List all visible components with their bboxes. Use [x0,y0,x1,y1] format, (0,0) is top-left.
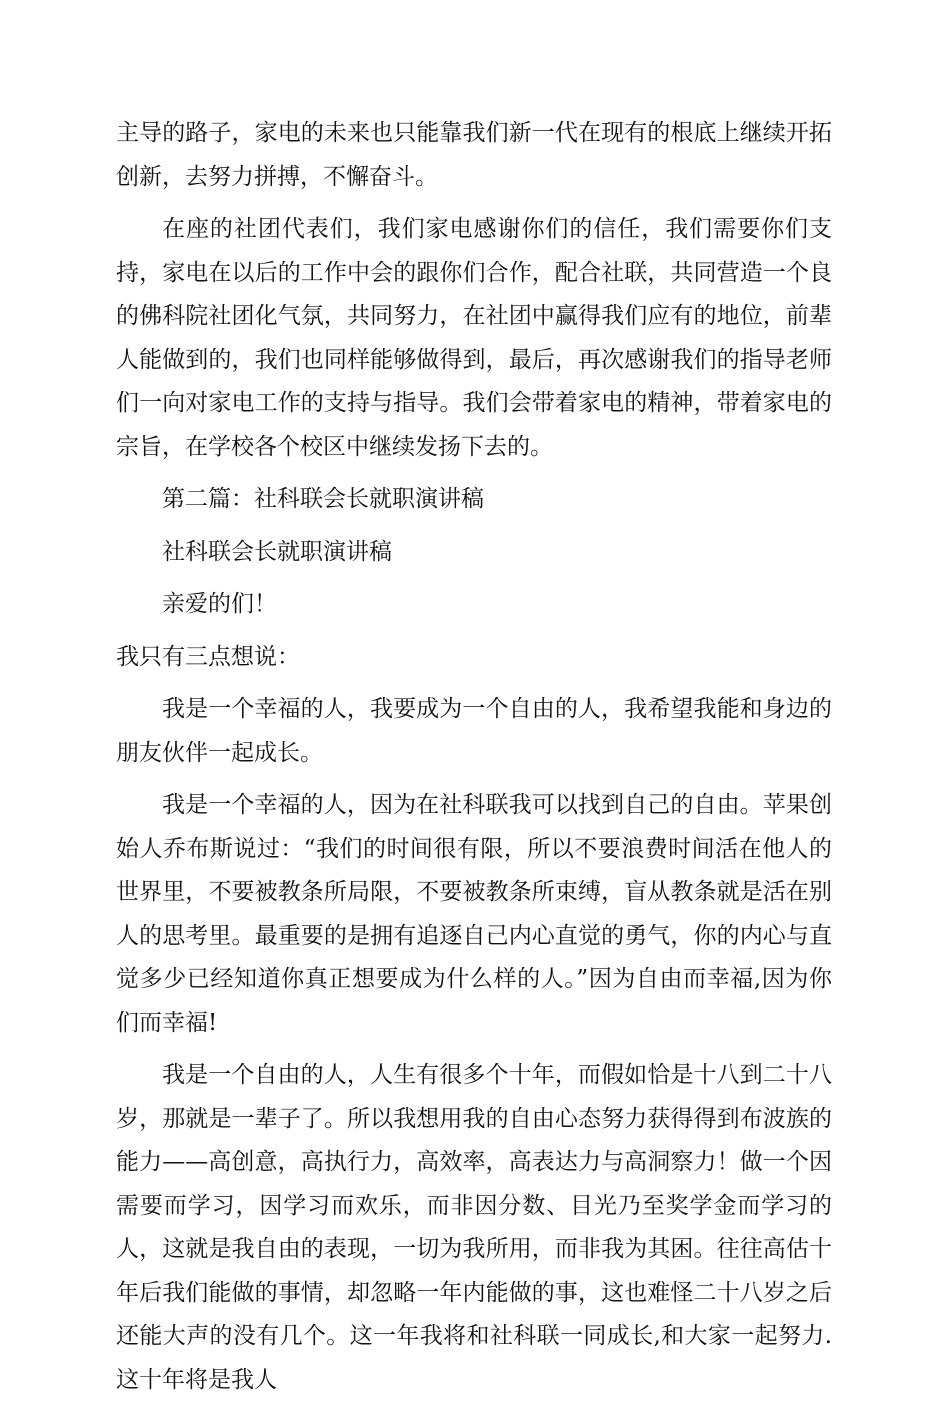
paragraph-2: 在座的社团代表们，我们家电感谢你们的信任，我们需要你们支持，家电在以后的工作中会的跟你们合作，配合社联，共同营造一个良的佛科院社团化气氛，共同努力，在社团中赢得我们应有的地位，前辈人能做到的，我们也同样能够做得到，最后，再次感谢我们的指导老师们一向对家电工作的支持与指导。我们会带着家电的精神，带着家电的宗旨，在学校各个校区中继续发扬下去的。 [116,216,832,460]
paragraph-1: 主导的路子，家电的未来也只能靠我们新一代在现有的根底上继续开拓创新，去努力拼搏，不懈奋斗。 [116,120,832,190]
paragraph-free: 我是一个自由的人，人生有很多个十年，而假如恰是十八到二十八岁，那就是一辈子了。所以我想用我的自由心态努力获得得到布波族的能力——高创意，高执行力，高效率，高表达力与高洞察力！做一个因需要而学习，因学习而欢乐，而非因分数、目光乃至奖学金而学习的人，这就是我自由的表现，一切为我所用，而非我为其困。往往高估十年后我们能做的事情，却忽略一年内能做的事，这也难怪二十八岁之后还能大声的没有几个。这一年我将和社科联一同成长,和大家一起努力.这十年将是我人 [116,1062,832,1393]
paragraph-happy: 我是一个幸福的人，因为在社科联我可以找到自己的自由。苹果创始人乔布斯说过：“我们的时间很有限，所以不要浪费时间活在他人的世界里，不要被教条所局限，不要被教条所束缚，盲从教条就是活在别人的思考里。最重要的是拥有追逐自己内心直觉的勇气，你的内心与直觉多少已经知道你真正想要成为什么样的人。”因为自由而幸福,因为你们而幸福! [116,792,832,1036]
paragraph-point-summary: 我是一个幸福的人，我要成为一个自由的人，我希望我能和身边的朋友伙伴一起成长。 [116,696,832,766]
section-heading: 第二篇：社科联会长就职演讲稿 [162,486,484,512]
salutation: 亲爱的们！ [162,591,277,617]
document-page [116,112,832,1411]
speech-title: 社科联会长就职演讲稿 [162,538,392,565]
intro-line: 我只有三点想说： [116,643,300,670]
